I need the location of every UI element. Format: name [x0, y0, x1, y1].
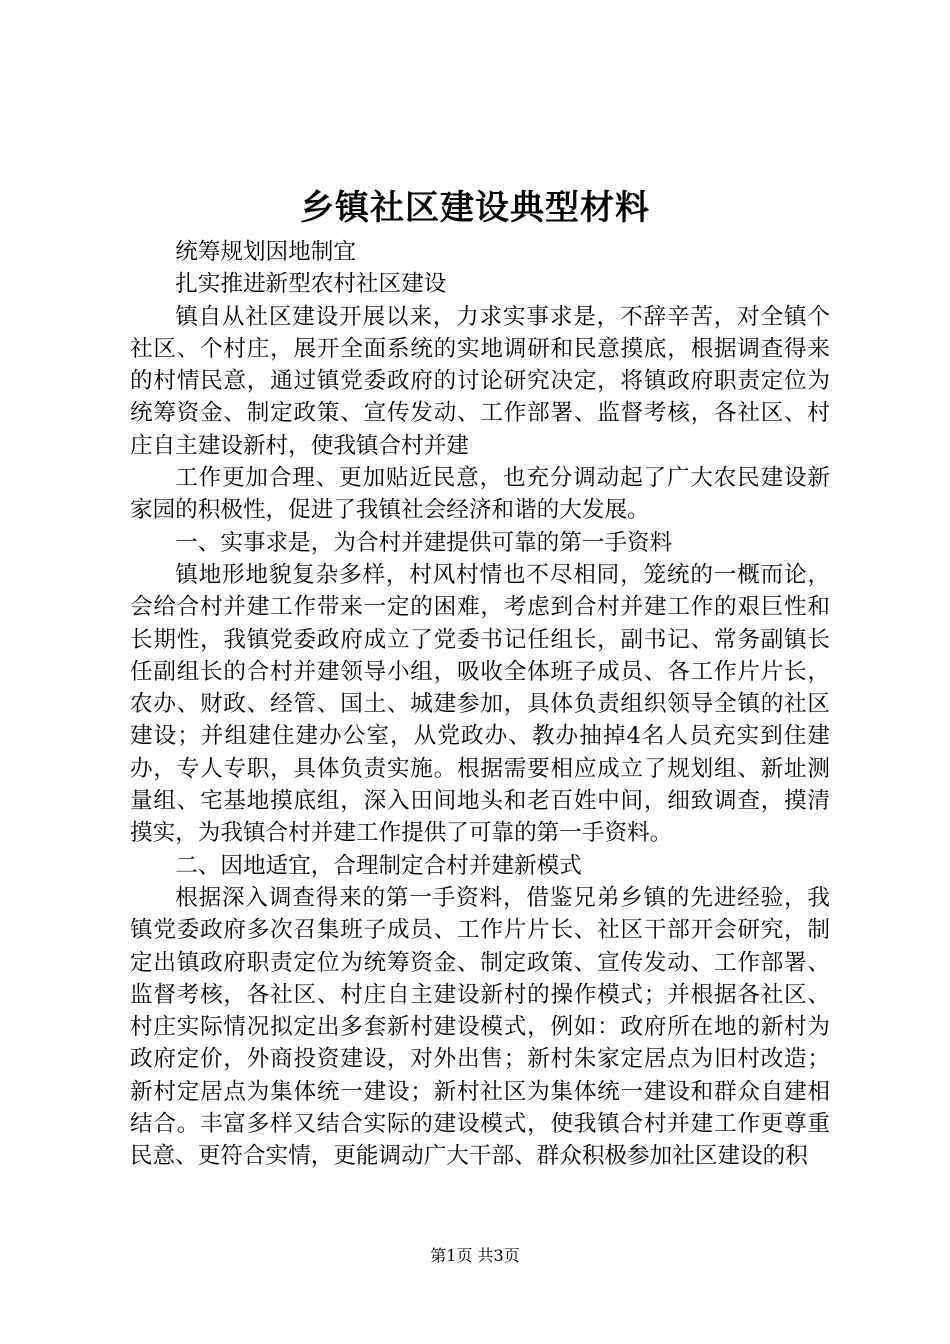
document-title: 乡镇社区建设典型材料	[300, 188, 650, 228]
paragraph: 镇地形地貌复杂多样，村风村情也不尽相同，笼统的一概而论，会给合村并建工作带来一定的困难，考虑到合村并建工作的艰巨性和长期性，我镇党委政府成立了党委书记任组长，副书记、常务副镇长任副组长的合村并建领导小组，吸收全体班子成员、各工作片片长，农办、财政、经管、国土、城建参加，具体负责组织领导全镇的社区建设；并组建住建办公室，从党政办、教办抽掉4名人员充实到住建办，专人专职，具体负责实施。根据需要相应成立了规划组、新址测量组、宅基地摸底组，深入田间地头和老百姓中间，细致调查，摸清摸实，为我镇合村并建工作提供了可靠的第一手资料。	[130, 561, 830, 847]
section-heading: 一、实事求是，为合村并建提供可靠的第一手资料	[175, 529, 673, 556]
paragraph: 扎实推进新型农村社区建设	[175, 271, 447, 298]
section-heading: 二、因地适宜，合理制定合村并建新模式	[175, 852, 582, 879]
paragraph: 镇自从社区建设开展以来，力求实事求是，不辞辛苦，对全镇个社区、个村庄，展开全面系统的实地调研和民意摸底，根据调查得来的村情民意，通过镇党委政府的讨论研究决定，将镇政府职责定位为统筹资金、制定政策、宣传发动、工作部署、监督考核，各社区、村庄自主建设新村，使我镇合村并建	[130, 303, 830, 459]
document-body	[130, 236, 830, 1173]
paragraph: 根据深入调查得来的第一手资料，借鉴兄弟乡镇的先进经验，我镇党委政府多次召集班子成员、工作片片长、社区干部开会研究，制定出镇政府职责定位为统筹资金、制定政策、宣传发动、工作部署、监督考核，各社区、村庄自主建设新村的操作模式；并根据各社区、村庄实际情况拟定出多套新村建设模式，例如：政府所在地的新村为政府定价，外商投资建设，对外出售；新村朱家定居点为旧村改造；新村定居点为集体统一建设；新村社区为集体统一建设和群众自建相结合。丰富多样又结合实际的建设模式，使我镇合村并建工作更尊重民意、更符合实情，更能调动广大干部、群众积极参加社区建设的积	[130, 884, 830, 1170]
page-number-footer: 第1页 共3页	[430, 1246, 520, 1265]
paragraph: 工作更加合理、更加贴近民意，也充分调动起了广大农民建设新家园的积极性，促进了我镇社会经济和谐的大发展。	[130, 465, 830, 524]
paragraph: 统筹规划因地制宜	[175, 239, 356, 265]
